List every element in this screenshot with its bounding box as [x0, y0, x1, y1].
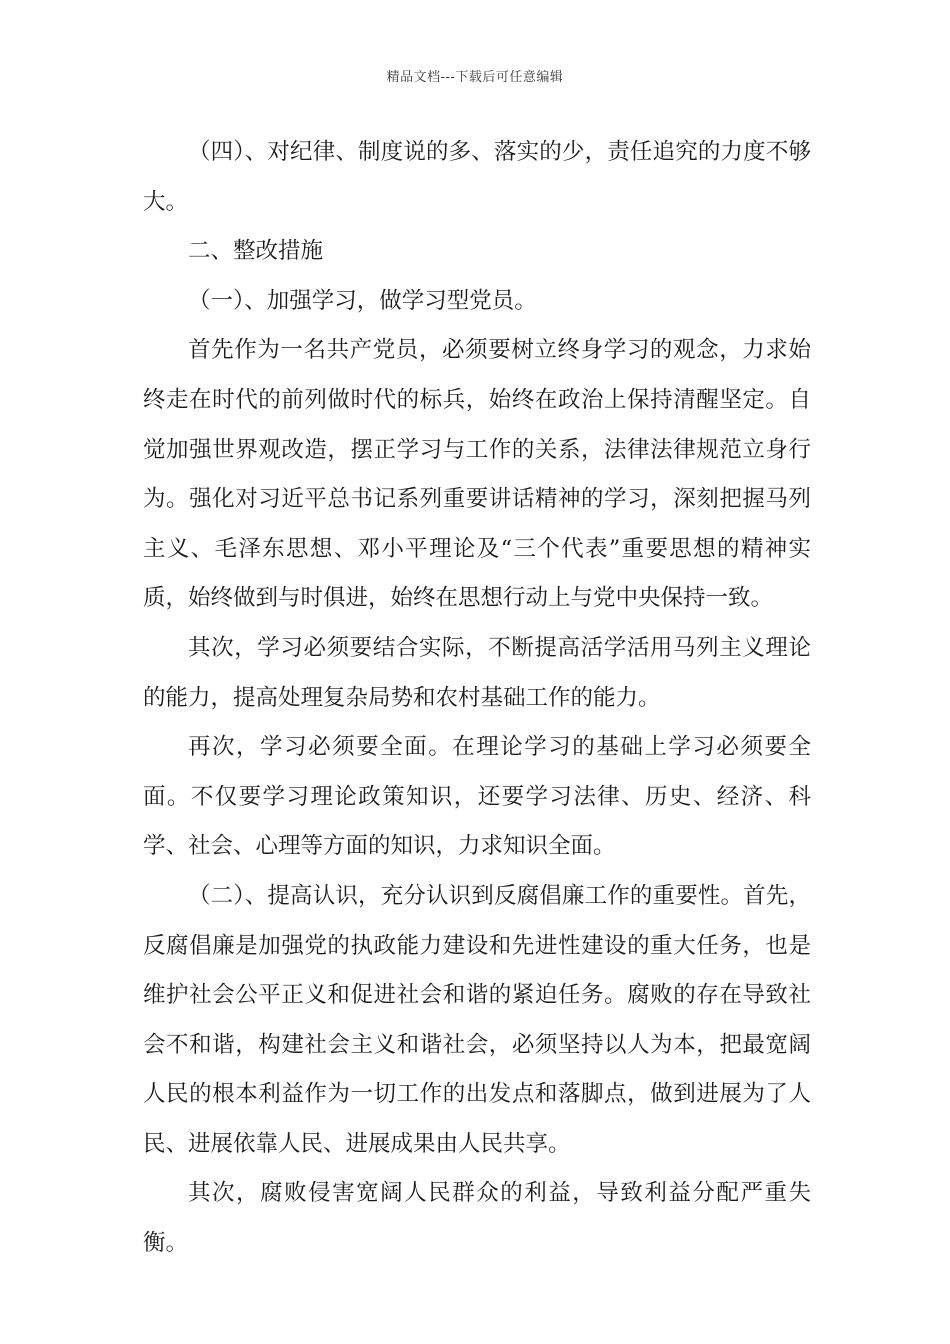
paragraph-first: 首先作为一名共产党员，必须要树立终身学习的观念，力求始终走在时代的前列做时代的标兵，始终在政治上保持清醒坚定。自觉加强世界观改造，摆正学习与工作的关系，法律法律规范立身行为。强化对习近平总书记系列重要讲话精神的学习，深刻把握马列主义、毛泽东思想、邓小平理论及“三个代表”重要思想的精神实质，始终做到与时俱进，始终在思想行动上与党中央保持一致。 — [143, 337, 811, 612]
paragraph-third: 再次，学习必须要全面。在理论学习的基础上学习必须要全面。不仅要学习理论政策知识，还要学习法律、历史、经济、科学、社会、心理等方面的知识，力求知识全面。 — [143, 734, 811, 860]
paragraph-corruption-harm: 其次，腐败侵害宽阔人民群众的利益，导致利益分配严重失衡。 — [143, 1180, 811, 1257]
paragraph-second: 其次，学习必须要结合实际，不断提高活学活用马列主义理论的能力，提高处理复杂局势和农村基础工作的能力。 — [143, 634, 811, 711]
paragraph-raise-awareness: （二）、提高认识，充分认识到反腐倡廉工作的重要性。首先，反腐倡廉是加强党的执政能力建设和先进性建设的重大任务，也是维护社会公平正义和促进社会和谐的紧迫任务。腐败的存在导致社会不和谐，构建社会主义和谐社会，必须坚持以人为本，把最宽阔人民的根本利益作为一切工作的出发点和落脚点，做到进展为了人民、进展依靠人民、进展成果由人民共享。 — [143, 882, 811, 1157]
subheading-strengthen-study: （一）、加强学习，做学习型党员。 — [188, 287, 537, 314]
page-header: 精品文档---下载后可任意编辑 — [386, 70, 564, 85]
section-heading-rectification: 二、整改措施 — [188, 238, 324, 265]
document-body — [143, 128, 811, 1269]
paragraph-problem-four: （四）、对纪律、制度说的多、落实的少，责任追究的力度不够大。 — [143, 139, 811, 215]
